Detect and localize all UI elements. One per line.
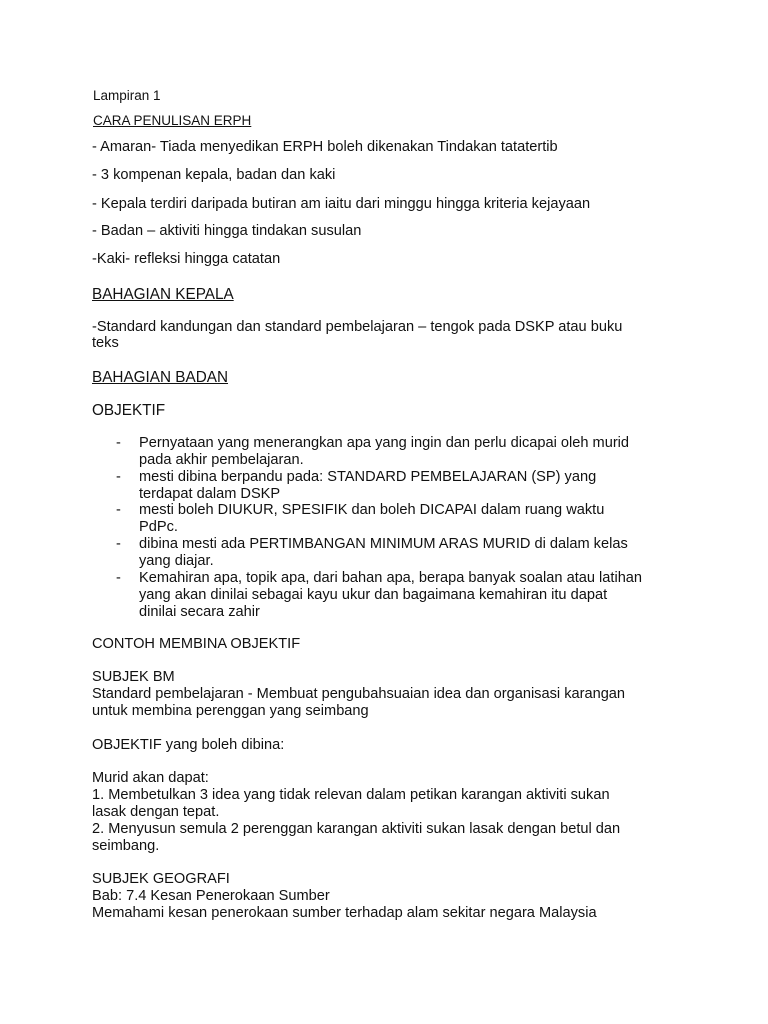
badan-heading: BAHAGIAN BADAN — [92, 369, 229, 386]
bullet-text: dibina mesti ada PERTIMBANGAN MINIMUM ARAS MURID di dalam kelas — [139, 536, 628, 552]
bm-heading: SUBJEK BM — [92, 669, 175, 685]
geografi-bab: Bab: 7.4 Kesan Penerokaan Sumber — [92, 888, 330, 904]
bullet-text: yang akan dinilai sebagai kayu ukur dan bagaimana kemahiran itu dapat — [139, 587, 608, 603]
intro-point: - Kepala terdiri daripada butiran am iaitu dari minggu hingga kriteria kejayaan — [92, 196, 591, 212]
bullet-text: yang diajar. — [139, 553, 214, 569]
objective-2: 2. Menyusun semula 2 perenggan karangan aktiviti sukan lasak dengan betul dan — [92, 821, 621, 837]
bullet-text: terdapat dalam DSKP — [139, 486, 281, 502]
objective-2: seimbang. — [92, 838, 160, 854]
geografi-heading: SUBJEK GEOGRAFI — [92, 871, 230, 887]
intro-point: - 3 kompenan kepala, badan dan kaki — [92, 167, 336, 183]
bullet-marker: - — [116, 536, 121, 552]
bm-standard: untuk membina perenggan yang seimbang — [92, 703, 369, 719]
intro-point: - Badan – aktiviti hingga tindakan susulan — [92, 223, 362, 239]
lampiran-label: Lampiran 1 — [93, 88, 161, 103]
bullet-text: mesti boleh DIUKUR, SPESIFIK dan boleh DICAPAI dalam ruang waktu — [139, 502, 605, 518]
murid-text: Murid akan dapat: — [92, 770, 209, 786]
document-title: CARA PENULISAN ERPH — [93, 113, 252, 128]
bullet-text: PdPc. — [139, 519, 178, 535]
objektif-heading: OBJEKTIF — [92, 402, 166, 419]
bullet-marker: - — [116, 570, 121, 586]
contoh-heading: CONTOH MEMBINA OBJEKTIF — [92, 636, 301, 652]
objective-1: 1. Membetulkan 3 idea yang tidak relevan dalam petikan karangan aktiviti sukan — [92, 787, 610, 803]
intro-point: - Amaran- Tiada menyedikan ERPH boleh dikenakan Tindakan tatatertib — [92, 139, 558, 155]
kepala-heading: BAHAGIAN KEPALA — [92, 286, 234, 303]
bullet-marker: - — [116, 469, 121, 485]
intro-point: -Kaki- refleksi hingga catatan — [92, 251, 281, 267]
kepala-text: teks — [92, 335, 119, 351]
bullet-marker: - — [116, 502, 121, 518]
bullet-text: mesti dibina berpandu pada: STANDARD PEMBELAJARAN (SP) yang — [139, 469, 597, 485]
bm-standard: Standard pembelajaran - Membuat pengubahsuaian idea dan organisasi karangan — [92, 686, 626, 702]
objektif-label: OBJEKTIF yang boleh dibina: — [92, 737, 285, 753]
bullet-text: pada akhir pembelajaran. — [139, 452, 304, 468]
bullet-text: Kemahiran apa, topik apa, dari bahan apa, berapa banyak soalan atau latihan — [139, 570, 643, 586]
objective-1: lasak dengan tepat. — [92, 804, 220, 820]
bullet-text: Pernyataan yang menerangkan apa yang ingin dan perlu dicapai oleh murid — [139, 435, 630, 451]
bullet-marker: - — [116, 435, 121, 451]
geografi-desc: Memahami kesan penerokaan sumber terhadap alam sekitar negara Malaysia — [92, 905, 597, 921]
kepala-text: -Standard kandungan dan standard pembelajaran – tengok pada DSKP atau buku — [92, 319, 623, 335]
bullet-text: dinilai secara zahir — [139, 604, 260, 620]
